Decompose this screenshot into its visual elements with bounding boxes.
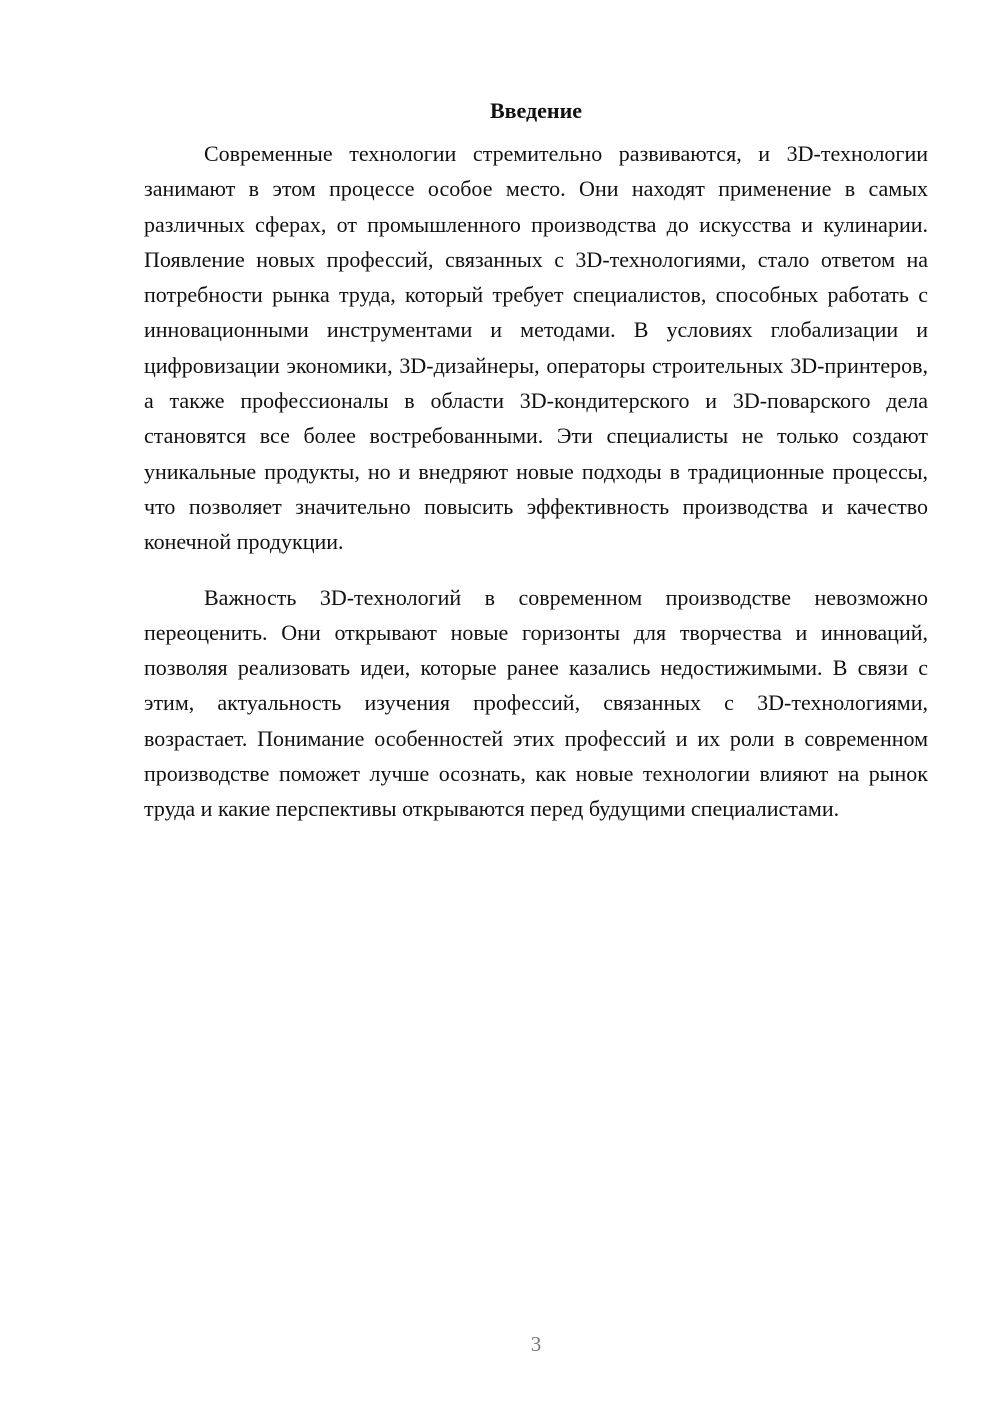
page-number: 3 bbox=[530, 1332, 542, 1356]
section-heading: Введение bbox=[489, 98, 583, 123]
paragraph-2: Важность 3D-технологий в современном производстве невозможно переоценить. Они открывают новые горизонты для творчества и инноваций, позволяя реализовать идеи, которые ранее казались недостижимыми. В связи с этим, актуальность изучения профессий, связанных с 3D-технологиями, возрастает. Понимание особенностей этих профессий и их роли в современном производстве поможет лучше осознать, как новые технологии влияют на рынок труда и какие перспективы открываются перед будущими специалистами. bbox=[144, 584, 928, 822]
page-content bbox=[144, 96, 928, 827]
paragraph-1: Современные технологии стремительно развиваются, и 3D-технологии занимают в этом процессе особое место. Они находят применение в самых различных сферах, от промышленного производства до искусства и кулинарии. Появление новых профессий, связанных с 3D-технологиями, стало ответом на потребности рынка труда, который требует специалистов, способных работать с инновационными инструментами и методами. В условиях глобализации и цифровизации экономики, 3D-дизайнеры, операторы строительных 3D-принтеров, а также профессионалы в области 3D-кондитерского и 3D-поварского дела становятся все более востребованными. Эти специалисты не только создают уникальные продукты, но и внедряют новые подходы в традиционные процессы, что позволяет значительно повысить эффективность производства и качество конечной продукции. bbox=[144, 141, 928, 555]
